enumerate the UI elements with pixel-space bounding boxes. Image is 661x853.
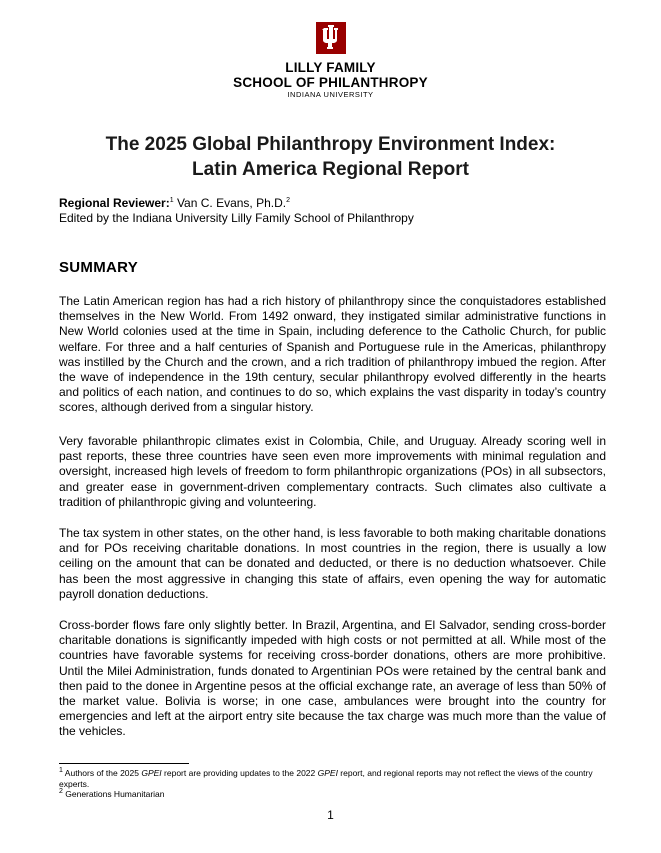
footnote-1-text-a: Authors of the 2025	[62, 768, 142, 778]
reviewer-label: Regional Reviewer:	[59, 196, 170, 210]
footnote-2-number: 2	[59, 788, 63, 796]
title-line-2: Latin America Regional Report	[192, 159, 469, 180]
footnote-2-text: Generations Humanitarian	[62, 789, 165, 799]
logo-line-2: SCHOOL OF PHILANTHROPY	[233, 75, 428, 90]
reviewer-name: Van C. Evans, Ph.D.	[173, 196, 287, 210]
iu-trident-icon	[316, 22, 346, 54]
footnote-1-em-a: GPEI	[141, 768, 162, 778]
summary-paragraph-4: Cross-border flows fare only slightly better. In Brazil, Argentina, and El Salvador, sending cross-border charitable donations is significantly impeded with high costs or not permitted at all. While most of the countries have favorable systems for receiving cross-border donations, others are more prohibitive. Until the Milei Administration, funds donated to Argentinian POs were retained by the central bank and then paid to the donee in Argentine pesos at the official exchange rate, an average of less than 50% of the market value. Bolivia is worse; in one case, ambulances were brought into the country for emergencies and left at the airport entry site because the tax charge was much more than the value of the vehicles.	[59, 618, 606, 739]
title-line-1: The 2025 Global Philanthropy Environment Index:	[105, 134, 556, 155]
summary-heading: SUMMARY	[59, 259, 139, 276]
footnotes	[59, 768, 606, 800]
logo-line-1: LILLY FAMILY	[285, 60, 376, 75]
reviewer-block	[59, 196, 414, 226]
page-number: 1	[327, 808, 334, 822]
summary-paragraph-1: The Latin American region has had a rich history of philanthropy since the conquistadores established themselves in the New World. From 1492 onward, they instigated similar administrative functions in New World colonies used at the time in Spain, including deference to the Catholic Church, for public welfare. For three and a half centuries of Spanish and Portuguese rule in the Americas, philanthropy was instilled by the Church and the crown, and a rich tradition of philanthropy imbued the region. After the wave of independence in the 19th century, secular philanthropy evolved differently in the hearts and politics of each nation, and continues to do so, which explains the vast disparity in today’s country scores, although derived from a singular history.	[59, 294, 606, 415]
footnote-1-em-b: GPEI	[317, 768, 338, 778]
trident-glyph	[316, 22, 346, 54]
footnote-divider	[59, 763, 189, 764]
school-logo	[0, 22, 661, 100]
report-title	[0, 132, 661, 182]
footnote-1-number: 1	[59, 767, 63, 775]
footnote-ref-1[interactable]: 1	[169, 197, 174, 204]
reviewer-line	[59, 196, 414, 211]
logo-line-3: INDIANA UNIVERSITY	[287, 90, 374, 99]
footnote-ref-2[interactable]: 2	[286, 197, 291, 204]
footnote-1-text-b: report are providing updates to the 2022	[161, 768, 318, 778]
summary-paragraph-3: The tax system in other states, on the other hand, is less favorable to both making charitable donations and for POs receiving charitable donations. In most countries in the region, there is usually a low ceiling on the amount that can be donated and deducted, or there is no deduction whatsoever. Chile has been the most aggressive in changing this state of affairs, even opening the way for automatic payroll donation deductions.	[59, 526, 606, 601]
footnote-2	[59, 789, 606, 800]
footnote-1-text-c: report, and regional reports may not reflect the views of the country experts.	[59, 768, 593, 789]
summary-paragraph-2: Very favorable philanthropic climates exist in Colombia, Chile, and Uruguay. Already scoring well in past reports, these three countries have seen even more improvements with minimal regulation and oversight, increased high levels of freedom to form philanthropic organizations (POs) in all subsectors, and greater ease in government-driven complementary contracts. Such climates also cultivate a tradition of philanthropic giving and volunteering.	[59, 434, 606, 509]
edited-by-line: Edited by the Indiana University Lilly Family School of Philanthropy	[59, 211, 414, 225]
footnote-1	[59, 768, 606, 789]
